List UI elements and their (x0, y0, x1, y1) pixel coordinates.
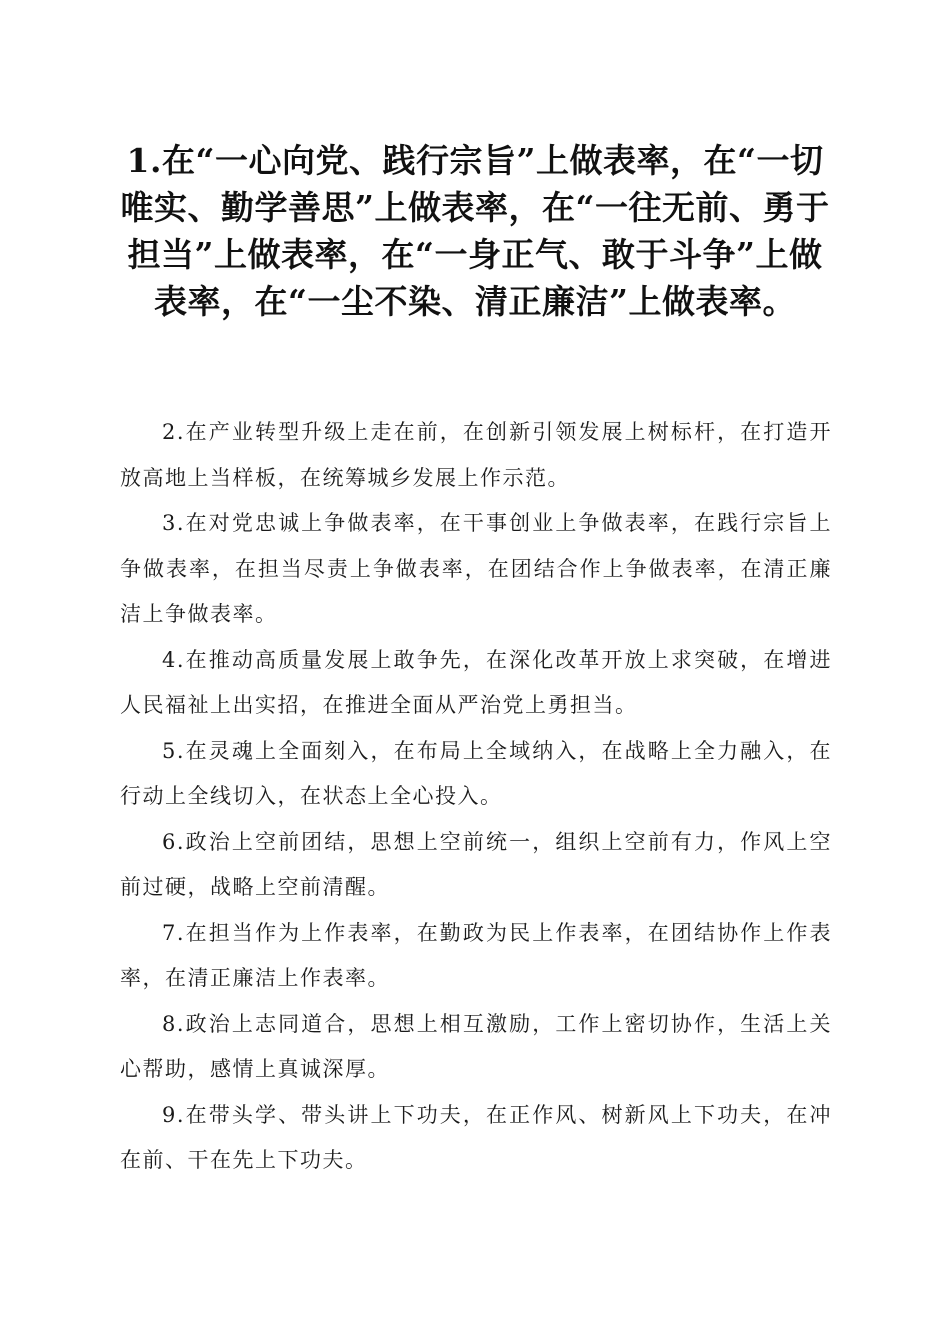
document-title: 1.在“一心向党、践行宗旨”上做表率，在“一切唯实、勤学善思”上做表率，在“一往无前、勇于担当”上做表率，在“一身正气、敢于斗争”上做表率，在“一尘不染、清正廉洁”上做表率。 (120, 141, 830, 321)
paragraph-2: 2.在产业转型升级上走在前，在创新引领发展上树标杆，在打造开放高地上当样板，在统筹城乡发展上作示范。 (120, 420, 832, 490)
paragraph-4: 4.在推动高质量发展上敢争先，在深化改革开放上求突破，在增进人民福祉上出实招，在推进全面从严治党上勇担当。 (120, 647, 832, 717)
paragraph-6: 6.政治上空前团结，思想上空前统一，组织上空前有力，作风上空前过硬，战略上空前清醒。 (120, 829, 832, 899)
document-body (120, 410, 832, 1184)
paragraph-9: 9.在带头学、带头讲上下功夫，在正作风、树新风上下功夫，在冲在前、干在先上下功夫。 (120, 1102, 832, 1172)
paragraph-5: 5.在灵魂上全面刻入，在布局上全域纳入，在战略上全力融入，在行动上全线切入，在状态上全心投入。 (120, 738, 832, 808)
paragraph-3: 3.在对党忠诚上争做表率，在干事创业上争做表率，在践行宗旨上争做表率，在担当尽责上争做表率，在团结合作上争做表率，在清正廉洁上争做表率。 (120, 511, 832, 626)
paragraph-8: 8.政治上志同道合，思想上相互激励，工作上密切协作，生活上关心帮助，感情上真诚深厚。 (120, 1011, 832, 1081)
paragraph-7: 7.在担当作为上作表率，在勤政为民上作表率，在团结协作上作表率，在清正廉洁上作表率。 (120, 920, 832, 990)
